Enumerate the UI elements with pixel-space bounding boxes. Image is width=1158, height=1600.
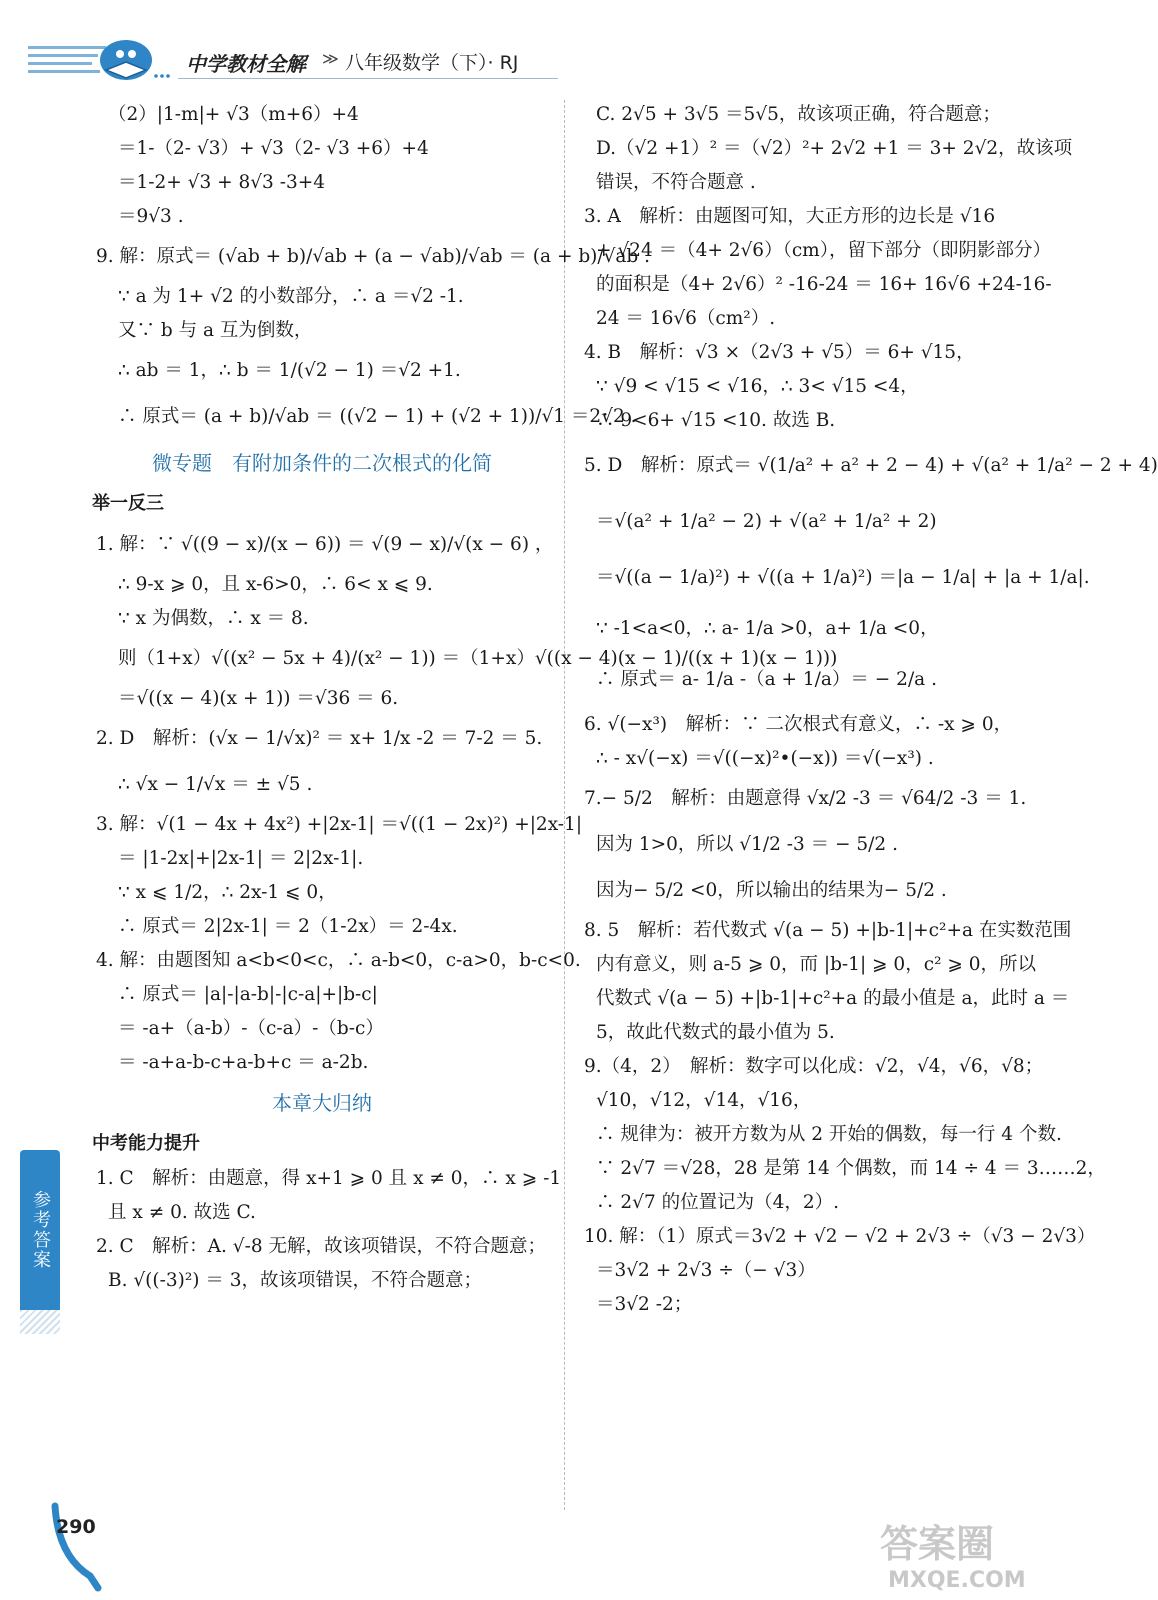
answer-line: 3. A 解析：由题图可知，大正方形的边长是 √16 xyxy=(584,206,996,227)
answer-line: ＝√((x − 4)(x + 1)) ＝√36 ＝ 6. xyxy=(118,688,399,709)
answer-line: ∵ a 为 1+ √2 的小数部分，∴ a ＝√2 -1. xyxy=(118,286,464,307)
answer-line: （2）|1-m|+ √3（m+6）+4 xyxy=(108,104,359,125)
answer-line: D.（√2 +1）² ＝（√2）²+ 2√2 +1 ＝ 3+ 2√2，故该项 xyxy=(596,138,1073,159)
header-rule xyxy=(178,78,558,79)
answer-line: ∵ 2√7 ＝√28，28 是第 14 个偶数，而 14 ÷ 4 ＝ 3……2， xyxy=(596,1158,1106,1179)
answer-line: 错误，不符合题意 . xyxy=(596,172,756,193)
answer-line: ＝1-（2- √3）+ √3（2- √3 +6）+4 xyxy=(118,138,429,159)
answer-line: ∴ √x − 1/√x ＝ ± √5 . xyxy=(118,774,313,795)
page-number: 290 xyxy=(56,1516,96,1538)
answer-line: ∵ x 为偶数，∴ x ＝ 8. xyxy=(118,608,309,629)
answer-line: 10. 解：（1）原式＝3√2 + √2 − √2 + 2√3 ÷（√3 − 2√3） xyxy=(584,1226,1096,1247)
book-mascot-logo xyxy=(28,36,178,86)
side-tab-stripe xyxy=(20,1310,60,1334)
page-header xyxy=(0,0,1075,90)
answer-line: 4. 解：由题图知 a<b<0<c，∴ a-b<0，c-a>0，b-c<0. xyxy=(96,950,581,971)
answer-line: 且 x ≠ 0. 故选 C. xyxy=(108,1202,256,1223)
answer-line: ＝√((a − 1/a)²) + √((a + 1/a)²) ＝|a − 1/a| + |a + 1/a|. xyxy=(596,567,1090,588)
answer-line: ∵ √9 < √15 < √16，∴ 3< √15 <4， xyxy=(596,376,919,397)
watermark-logo xyxy=(870,1515,1060,1595)
section-heading: 微专题 有附加条件的二次根式的化简 xyxy=(152,451,492,475)
side-tab-answers: 参考答案 xyxy=(20,1150,60,1310)
answer-line: 4. B 解析：√3 ×（2√3 + √5）＝ 6+ √15， xyxy=(584,342,975,363)
answer-line: ∴ 2√7 的位置记为（4，2）. xyxy=(596,1192,840,1213)
answer-line: ∴ 原式＝ 2|2x-1| ＝ 2（1-2x）＝ 2-4x. xyxy=(118,916,458,937)
answer-line: ∴ - x√(−x) ＝√((−x)²•(−x)) ＝√(−x³) . xyxy=(596,748,934,769)
answer-line: 的面积是（4+ 2√6）² -16-24 ＝ 16+ 16√6 +24-16- xyxy=(596,274,1052,295)
answer-line: 9. 解：原式＝ (√ab + b)/√ab + (a − √ab)/√ab ＝ (a + b)/√ab . xyxy=(96,246,651,267)
answer-line: ＝3√2 + 2√3 ÷（− √3） xyxy=(596,1260,816,1281)
answer-line: ＝ -a+（a-b）-（c-a）-（b-c） xyxy=(118,1018,384,1039)
answer-line: + √24 ＝（4+ 2√6）（cm），留下部分（即阴影部分） xyxy=(596,240,1051,261)
answer-line: ＝ |1-2x|+|2x-1| ＝ 2|2x-1|. xyxy=(118,848,364,869)
answer-line: 2. D 解析：(√x − 1/√x)² ＝ x+ 1/x -2 ＝ 7-2 ＝ 5. xyxy=(96,728,543,749)
answer-line: ∴ ab ＝ 1，∴ b ＝ 1/(√2 − 1) ＝√2 +1. xyxy=(118,360,461,381)
answer-line: 因为− 5/2 <0，所以输出的结果为− 5/2 . xyxy=(596,880,947,901)
answer-line: 9.（4，2） 解析：数字可以化成：√2，√4，√6，√8； xyxy=(584,1056,1044,1077)
answer-line: 24 ＝ 16√6（cm²）. xyxy=(596,308,776,329)
answer-line: 因为 1>0，所以 √1/2 -3 ＝ − 5/2 . xyxy=(596,834,898,855)
section-heading: 本章大归纳 xyxy=(272,1091,372,1115)
answer-line: 6. √(−x³) 解析：∵ 二次根式有意义，∴ -x ⩾ 0， xyxy=(584,714,1013,735)
series-title: 中学教材全解 xyxy=(186,52,306,76)
answer-line: √10，√12，√14，√16， xyxy=(596,1090,812,1111)
answer-line: ∵ -1<a<0，∴ a- 1/a >0，a+ 1/a <0， xyxy=(596,618,939,639)
answer-line: 内有意义，则 a-5 ⩾ 0，而 |b-1| ⩾ 0，c² ⩾ 0，所以 xyxy=(596,954,1037,975)
answer-line: ∴ 9<6+ √15 <10. 故选 B. xyxy=(596,410,836,431)
answer-line: 8. 5 解析：若代数式 √(a − 5) +|b-1|+c²+a 在实数范围 xyxy=(584,920,1072,941)
answer-line: ＝3√2 -2； xyxy=(596,1294,693,1315)
answer-line: 5，故此代数式的最小值为 5. xyxy=(596,1022,835,1043)
answer-line: 1. 解：∵ √((9 − x)/(x − 6)) ＝ √(9 − x)/√(x − 6) ， xyxy=(96,534,554,555)
answer-line: ＝√(a² + 1/a² − 2) + √(a² + 1/a² + 2) xyxy=(596,511,937,532)
watermark-bottom: MXQE.COM xyxy=(888,1568,1026,1593)
answer-line: ∴ 原式＝ |a|-|a-b|-|c-a|+|b-c| xyxy=(118,984,378,1005)
answer-line: ∴ 9-x ⩾ 0，且 x-6>0，∴ 6< x ⩽ 9. xyxy=(118,574,433,595)
right-column xyxy=(584,98,1158,1322)
answer-line: ∵ x ⩽ 1/2，∴ 2x-1 ⩽ 0， xyxy=(118,882,337,903)
answer-line: 2. C 解析：A. √-8 无解，故该项错误，不符合题意； xyxy=(96,1236,546,1257)
answer-line: ＝1-2+ √3 + 8√3 -3+4 xyxy=(118,172,325,193)
answer-line: ＝9√3 . xyxy=(118,206,184,227)
answer-line: 7.− 5/2 解析：由题意得 √x/2 -3 ＝ √64/2 -3 ＝ 1. xyxy=(584,788,1027,809)
answer-line: 则（1+x）√((x² − 5x + 4)/(x² − 1)) ＝（1+x）√((x − 4)(x − 1)/((x + 1)(x − 1))) xyxy=(118,648,838,669)
answer-line: ∴ 原式＝ (a + b)/√ab ＝ ((√2 − 1) + (√2 + 1))/√1 ＝2√2 . xyxy=(118,406,637,427)
answer-line: 代数式 √(a − 5) +|b-1|+c²+a 的最小值是 a，此时 a ＝ xyxy=(596,988,1070,1009)
subsection-heading: 举一反三 xyxy=(92,493,164,514)
book-subtitle: 八年级数学（下）· RJ xyxy=(345,52,519,74)
answer-line: ∴ 规律为：被开方数为从 2 开始的偶数，每一行 4 个数. xyxy=(596,1124,1062,1145)
answer-line: 又∵ b 与 a 互为倒数， xyxy=(118,320,313,341)
answer-line: ∴ 原式＝ a- 1/a -（a + 1/a）＝ − 2/a . xyxy=(596,669,937,690)
answer-line: 1. C 解析：由题意，得 x+1 ⩾ 0 且 x ≠ 0，∴ x ⩾ -1 xyxy=(96,1168,562,1189)
answer-line: 5. D 解析：原式＝ √(1/a² + a² + 2 − 4) + √(a² + 1/a² − 2 + 4) xyxy=(584,455,1158,476)
answer-line: B. √((-3)²) ＝ 3，故该项错误，不符合题意； xyxy=(108,1270,482,1291)
subsection-heading: 中考能力提升 xyxy=(92,1133,200,1154)
answer-line: ＝ -a+a-b-c+a-b+c ＝ a-2b. xyxy=(118,1052,369,1073)
answer-line: C. 2√5 + 3√5 ＝5√5，故该项正确，符合题意； xyxy=(596,104,1001,125)
column-divider xyxy=(564,100,565,1510)
answer-line: 3. 解：√(1 − 4x + 4x²) +|2x-1| ＝√((1 − 2x)²) +|2x-1| xyxy=(96,814,583,835)
double-arrow-icon: ≫ xyxy=(322,49,339,68)
page-corner-curve xyxy=(50,1496,120,1591)
watermark-top: 答案圈 xyxy=(880,1522,995,1566)
